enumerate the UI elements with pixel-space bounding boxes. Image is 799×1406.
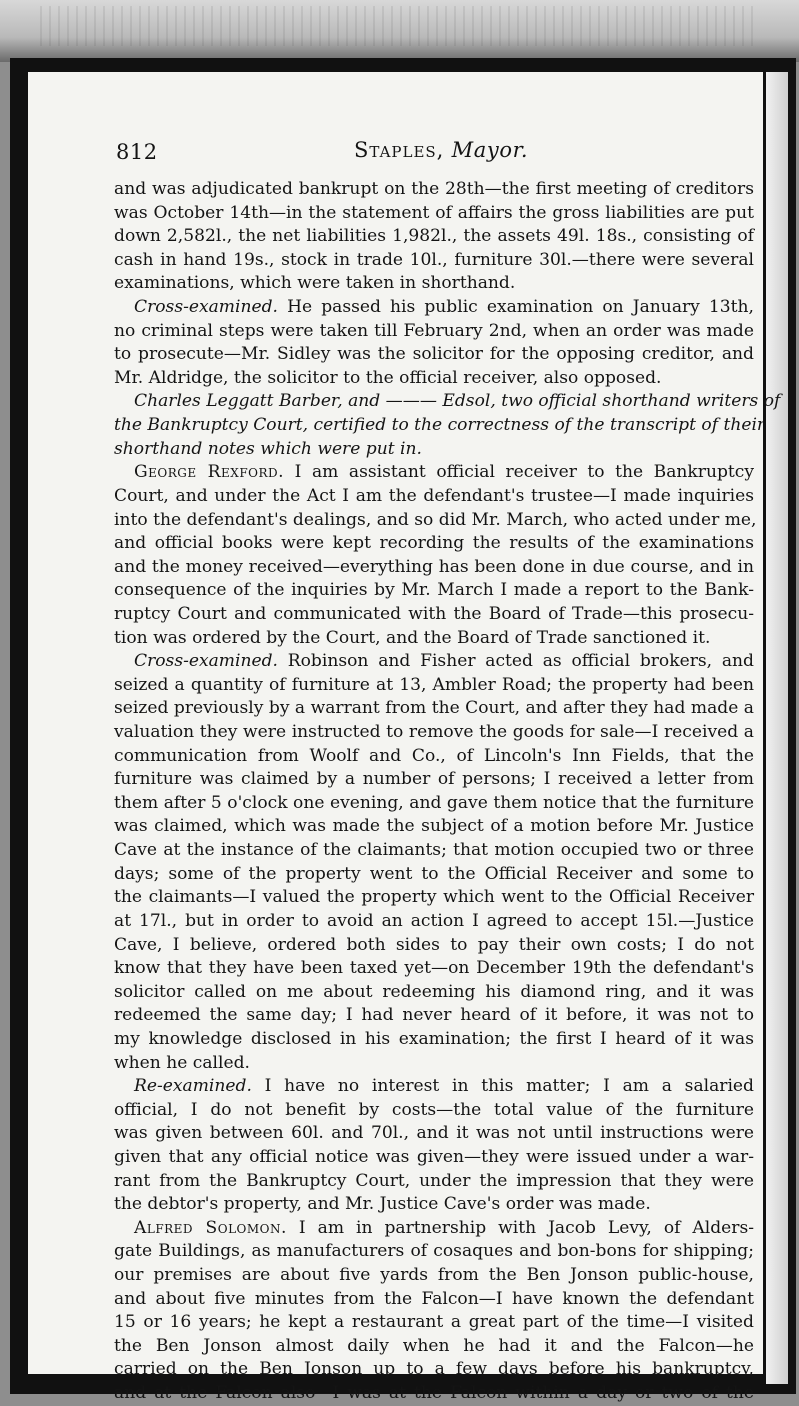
text-line — [114, 202, 754, 226]
line-text: He passed his public examination on January 13th, — [278, 297, 754, 318]
line-text: and about five minutes from the Falcon—I have known the defendant — [114, 1288, 754, 1309]
line-text: gate Buildings, as manufacturers of cosaques and bon-bons for shipping; — [114, 1241, 754, 1262]
line-text: at 17l., but in order to avoid an action I agreed to accept 15l.—Justice — [114, 910, 754, 931]
line-text: was October 14th—in the statement of affairs the gross liabilities are put — [114, 202, 754, 223]
line-text: the debtor's property, and Mr. Justice Cave's order was made. — [114, 1194, 651, 1215]
text-line — [114, 934, 754, 958]
text-line — [114, 674, 754, 698]
running-head — [116, 138, 756, 170]
text-line — [114, 1240, 754, 1264]
text-line — [114, 1052, 754, 1076]
text-line — [114, 390, 781, 414]
text-line — [114, 532, 754, 556]
text-line — [114, 839, 754, 863]
line-text: consequence of the inquiries by Mr. March I made a report to the Bank- — [114, 580, 754, 601]
examination-heading: Re-examined. — [134, 1076, 252, 1097]
line-text: the Ben Jonson almost daily when he had it and the Falcon—he — [114, 1335, 754, 1356]
line-text: seized a quantity of furniture at 13, Ambler Road; the property had been — [114, 674, 754, 695]
line-text: examinations, which were taken in shorthand. — [114, 273, 516, 294]
text-line — [114, 438, 754, 462]
line-text: no criminal steps were taken till February 2nd, when an order was made — [114, 320, 754, 341]
text-line — [114, 485, 754, 509]
text-line — [114, 272, 754, 296]
text-line — [114, 910, 754, 934]
line-text: shorthand notes which were put in. — [114, 438, 422, 459]
text-line — [114, 178, 754, 202]
line-text: communication from Woolf and Co., of Lincoln's Inn Fields, that the — [114, 745, 754, 766]
line-text: into the defendant's dealings, and so did Mr. March, who acted under me, — [114, 509, 757, 530]
text-line — [114, 225, 754, 249]
line-text: to prosecute—Mr. Sidley was the solicitor for the opposing creditor, and — [114, 344, 754, 365]
text-line — [114, 556, 754, 580]
line-text: Charles Leggatt Barber, and ——— Edsol, two official shorthand writers of — [134, 391, 781, 412]
text-line — [114, 343, 754, 367]
text-line — [114, 1288, 754, 1312]
witness-name: George Rexford. — [134, 462, 285, 483]
line-text: was claimed, which was made the subject of a motion before Mr. Justice — [114, 816, 754, 837]
text-line — [114, 461, 754, 485]
line-text: 15 or 16 years; he kept a restaurant a great part of the time—I visited — [114, 1312, 754, 1333]
text-line — [114, 1264, 754, 1288]
line-text: our premises are about five yards from the Ben Jonson public-house, — [114, 1265, 754, 1286]
text-line — [114, 721, 754, 745]
running-title-name: Staples, — [354, 138, 445, 162]
line-text: Cave at the instance of the claimants; that motion occupied two or three — [114, 840, 754, 861]
text-line — [114, 1122, 754, 1146]
text-line — [114, 320, 754, 344]
line-text: I have no interest in this matter; I am a salaried — [251, 1076, 754, 1097]
text-line — [114, 603, 754, 627]
text-line — [114, 650, 754, 674]
text-line — [114, 1028, 754, 1052]
line-text: them after 5 o'clock one evening, and gave them notice that the furniture — [114, 792, 754, 813]
text-line — [114, 509, 757, 533]
facing-page-bleed — [40, 6, 760, 46]
running-title-role: Mayor. — [451, 138, 529, 162]
text-line — [114, 1358, 754, 1382]
line-text: when he called. — [114, 1052, 250, 1073]
text-line — [114, 579, 754, 603]
witness-name: Alfred Solomon. — [134, 1217, 287, 1238]
text-line — [114, 697, 754, 721]
text-line — [114, 981, 754, 1005]
text-line — [114, 414, 766, 438]
text-line — [114, 886, 754, 910]
line-text: Mr. Aldridge, the solicitor to the official receiver, also opposed. — [114, 367, 662, 388]
line-text: furniture was claimed by a number of persons; I received a letter from — [114, 769, 754, 790]
text-line — [114, 627, 754, 651]
text-line — [114, 1170, 754, 1194]
line-text: Robinson and Fisher acted as official brokers, and — [278, 651, 754, 672]
line-text: and the money received—everything has been done in due course, and in — [114, 556, 754, 577]
page-number: 812 — [116, 140, 158, 164]
line-text: redeemed the same day; I had never heard of it before, it was not to — [114, 1005, 754, 1026]
line-text: and official books were kept recording the results of the examinations — [114, 533, 754, 554]
line-text: the Bankruptcy Court, certified to the correctness of the transcript of their — [114, 415, 766, 436]
adjacent-page-edge — [766, 72, 788, 1384]
text-line — [114, 1382, 754, 1406]
scanner-top-edge — [0, 0, 799, 62]
line-text: Court, and under the Act I am the defendant's trustee—I made inquiries — [114, 485, 754, 506]
text-line — [114, 1099, 754, 1123]
text-line — [114, 249, 754, 273]
line-text: cash in hand 19s., stock in trade 10l., furniture 30l.—there were several — [114, 249, 754, 270]
line-text: valuation they were instructed to remove the goods for sale—I received a — [114, 722, 754, 743]
line-text: was given between 60l. and 70l., and it was not until instructions were — [114, 1123, 754, 1144]
text-line — [114, 1004, 754, 1028]
running-title — [354, 138, 528, 162]
line-text: I am assistant official receiver to the Bankruptcy — [284, 462, 754, 483]
text-line — [114, 745, 754, 769]
line-text: know that they have been taxed yet—on December 19th the defendant's — [114, 958, 754, 979]
body-text — [114, 178, 781, 1406]
line-text: ruptcy Court and communicated with the Board of Trade—this prosecu- — [114, 603, 754, 624]
text-line — [114, 1146, 754, 1170]
line-text: my knowledge disclosed in his examination; the first I heard of it was — [114, 1028, 754, 1049]
text-line — [114, 367, 754, 391]
line-text: the claimants—I valued the property which went to the Official Receiver — [114, 887, 754, 908]
text-line — [114, 1075, 754, 1099]
text-line — [114, 768, 754, 792]
examination-heading: Cross-examined. — [134, 297, 278, 318]
line-text: solicitor called on me about redeeming his diamond ring, and it was — [114, 981, 754, 1002]
line-text: given that any official notice was given—they were issued under a war- — [114, 1146, 754, 1167]
text-line — [114, 1335, 754, 1359]
line-text: down 2,582l., the net liabilities 1,982l., the assets 49l. 18s., consisting of — [114, 226, 754, 247]
text-line — [114, 1217, 754, 1241]
line-text: Cave, I believe, ordered both sides to pay their own costs; I do not — [114, 934, 754, 955]
line-text: tion was ordered by the Court, and the Board of Trade sanctioned it. — [114, 627, 711, 648]
examination-heading: Cross-examined. — [134, 651, 278, 672]
text-line — [114, 815, 754, 839]
line-text: days; some of the property went to the Official Receiver and some to — [114, 863, 754, 884]
document-page — [28, 72, 781, 1404]
line-text: I am in partnership with Jacob Levy, of Alders- — [286, 1217, 755, 1238]
text-line — [114, 1311, 754, 1335]
line-text: official, I do not benefit by costs—the total value of the furniture — [114, 1099, 754, 1120]
text-line — [114, 957, 754, 981]
line-text: and was adjudicated bankrupt on the 28th—the first meeting of creditors — [114, 179, 754, 199]
text-line — [114, 296, 754, 320]
text-line — [114, 1193, 754, 1217]
line-text: and at the Falcon also—I was at the Falcon within a day or two of the — [114, 1383, 754, 1404]
line-text: rant from the Bankruptcy Court, under the impression that they were — [114, 1170, 754, 1191]
text-line — [114, 792, 754, 816]
line-text: seized previously by a warrant from the Court, and after they had made a — [114, 698, 754, 719]
text-line — [114, 863, 754, 887]
line-text: carried on the Ben Jonson up to a few days before his bankruptcy, — [114, 1359, 754, 1380]
